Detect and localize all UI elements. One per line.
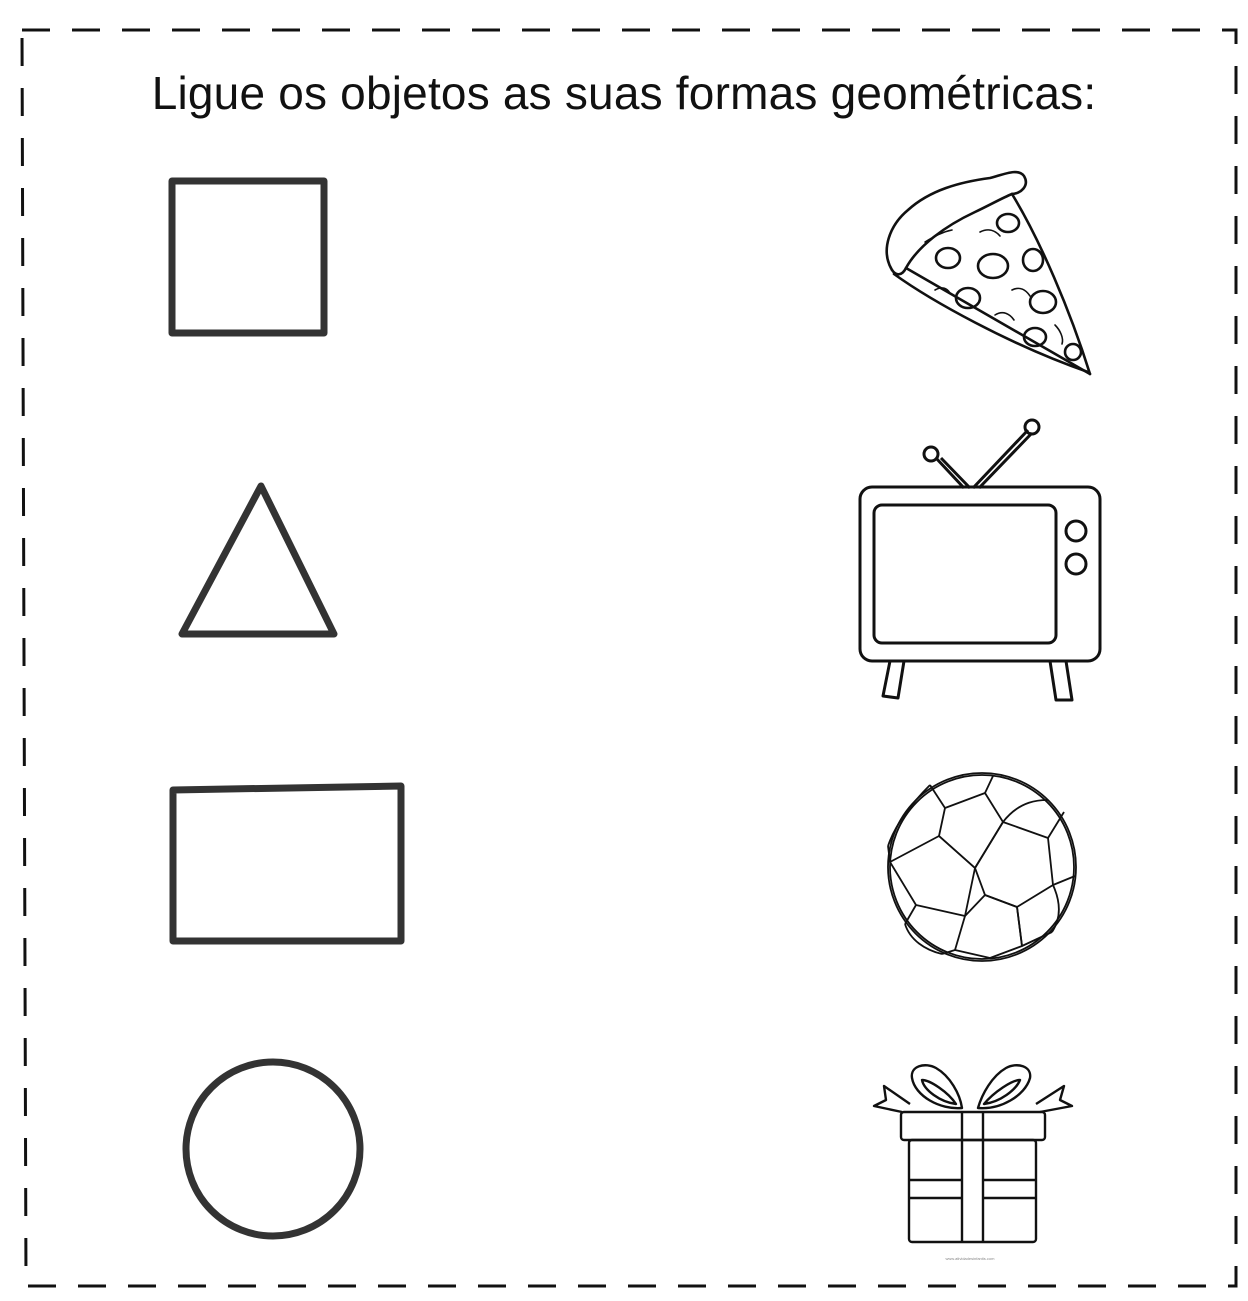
square-shape[interactable] — [172, 181, 324, 333]
credit-text: www.atividadesinfantis.com — [945, 1256, 995, 1261]
triangle-shape[interactable] — [182, 486, 334, 634]
soccer-ball-icon[interactable] — [888, 773, 1076, 961]
rectangle-shape[interactable] — [173, 786, 401, 941]
worksheet-title: Ligue os objetos as suas formas geométricas: — [151, 67, 1097, 119]
circle-shape[interactable] — [186, 1062, 360, 1236]
pizza-slice-icon[interactable] — [887, 172, 1090, 374]
television-icon[interactable] — [860, 420, 1100, 700]
gift-box-icon[interactable] — [874, 1065, 1072, 1242]
